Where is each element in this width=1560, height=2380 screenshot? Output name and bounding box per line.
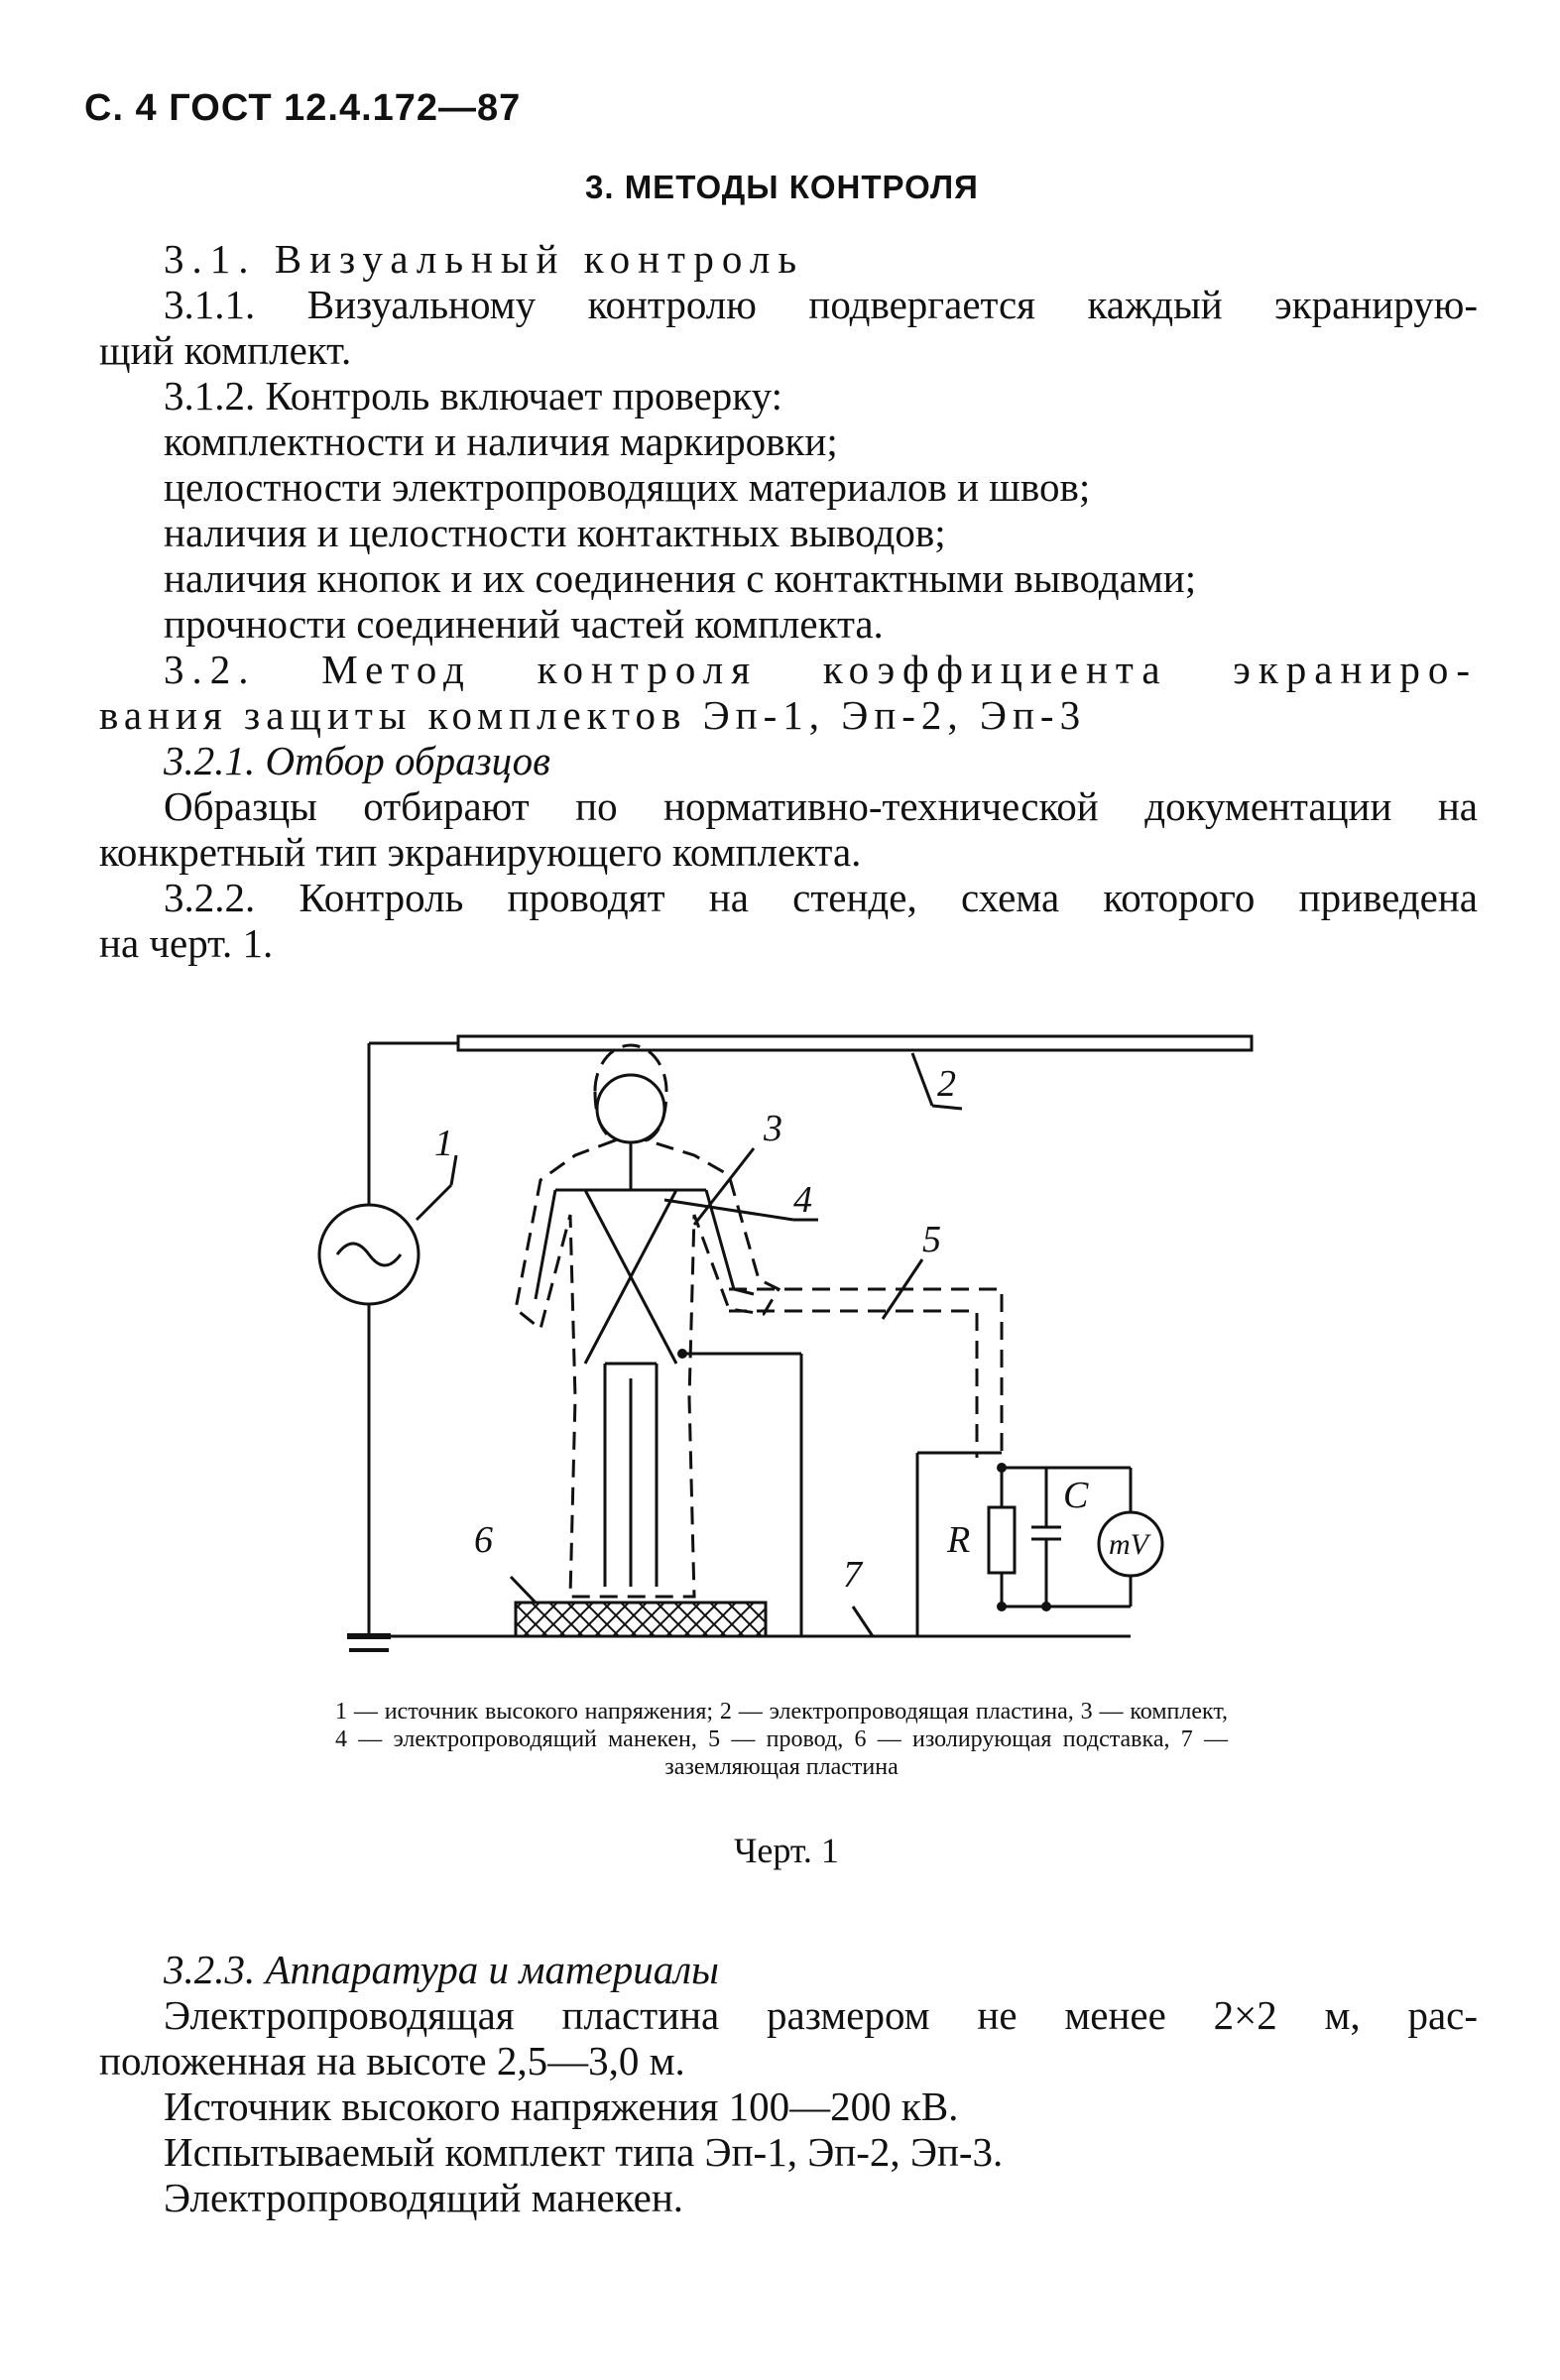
insulating-stand [516, 1603, 766, 1636]
page-header: С. 4 ГОСТ 12.4.172—87 [84, 87, 522, 129]
paragraph-line: 3.1.1. Визуальному контролю подвергается каждый экранирую- [164, 282, 1478, 327]
label-3: 3 [764, 1108, 782, 1149]
paragraph-line: на черт. 1. [99, 920, 274, 966]
label-6: 6 [474, 1519, 493, 1561]
figure-label: Черт. 1 [734, 1831, 839, 1870]
subsection-3-2-cont: вания защиты комплектов Эп-1, Эп-2, Эп-3 [99, 692, 1087, 738]
sine-symbol [337, 1244, 401, 1265]
subsection-3-2: 3.2. Метод контроля коэффициента экраниро- [164, 647, 1478, 692]
list-item: целостности электропроводящих материалов и швов; [164, 464, 1091, 510]
paragraph-line: положенная на высоте 2,5—3,0 м. [99, 2038, 685, 2083]
mannequin-head [597, 1075, 664, 1142]
list-item: прочности соединений частей комплекта. [164, 601, 884, 647]
paragraph-line: Образцы отбирают по нормативно-технической документации на [164, 783, 1478, 829]
paragraph-line: конкретный тип экранирующего комплекта. [99, 829, 862, 875]
label-2: 2 [937, 1063, 956, 1105]
paragraph-line: Электропроводящая пластина размером не менее 2×2 м, рас- [164, 1992, 1478, 2038]
label-7: 7 [843, 1554, 862, 1596]
list-item: комплектности и наличия маркировки; [164, 418, 838, 464]
conductive-plate [458, 1036, 1252, 1050]
label-r: R [947, 1519, 971, 1561]
subsection-3-2-3: 3.2.3. Аппаратура и материалы [164, 1947, 719, 1992]
subsection-3-2-1: 3.2.1. Отбор образцов [164, 738, 550, 783]
suit-outline [516, 1045, 779, 1597]
label-mv: mV [1109, 1528, 1148, 1561]
list-item: наличия и целостности контактных выводов; [164, 510, 946, 555]
list-item: наличия кнопок и их соединения с контактными выводами; [164, 555, 1197, 601]
paragraph-line: Электропроводящий манекен. [164, 2175, 684, 2220]
section-title: 3. МЕТОДЫ КОНТРОЛЯ [585, 169, 979, 205]
resistor [989, 1507, 1015, 1573]
label-1: 1 [434, 1123, 453, 1164]
paragraph-line: Испытываемый комплект типа Эп-1, Эп-2, Эп-3. [164, 2129, 1004, 2175]
paragraph-line: 3.1.2. Контроль включает проверку: [164, 373, 782, 418]
subsection-3-1: 3.1. Визуальный контроль [164, 236, 805, 282]
label-4: 4 [793, 1179, 812, 1221]
paragraph-line: Источник высокого напряжения 100—200 кВ. [164, 2083, 959, 2129]
label-c: C [1063, 1475, 1089, 1516]
label-5: 5 [922, 1219, 941, 1260]
paragraph-line: щий комплект. [99, 327, 352, 373]
figure-caption: 1 — источник высокого напряжения; 2 — электропроводящая пластина, 3 — комплект, 4 — электропроводящий манекен, 5 — провод, 6 — изолирующая подставка, 7 — заземляющая пластина [335, 1699, 1228, 1780]
paragraph-line: 3.2.2. Контроль проводят на стенде, схема которого приведена [164, 875, 1478, 920]
